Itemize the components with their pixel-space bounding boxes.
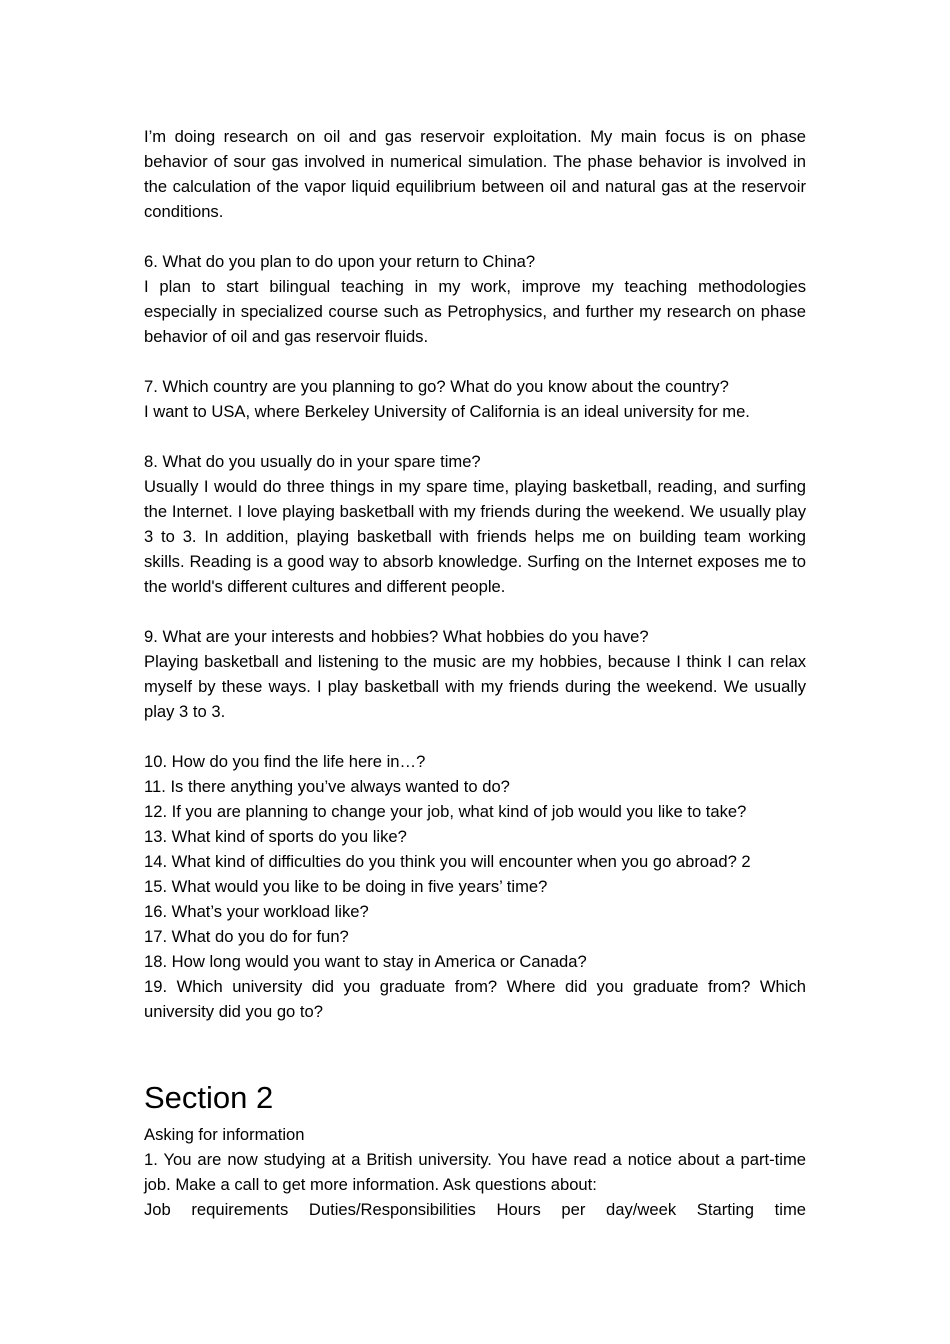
- task-1-topics: Job requirements Duties/Responsibilities Hours per day/week Starting time: [144, 1200, 806, 1219]
- spacer: [144, 724, 806, 749]
- question-list: [144, 749, 806, 974]
- spacer: [144, 1024, 806, 1074]
- question-10: 10. How do you find the life here in…?: [144, 752, 426, 771]
- question-9: 9. What are your interests and hobbies? What hobbies do you have?: [144, 627, 649, 646]
- question-12: 12. If you are planning to change your job, what kind of job would you like to take?: [144, 802, 747, 821]
- answer-6: I plan to start bilingual teaching in my work, improve my teaching methodologies especially in specialized course such as Petrophysics, and further my research on phase behavior of oil and gas reservoir fluids.: [144, 277, 806, 346]
- answer-8: Usually I would do three things in my spare time, playing basketball, reading, and surfing the Internet. I love playing basketball with my friends during the weekend. We usually play 3 to 3. In addition, playing basketball with friends helps me on building team working skills. Reading is a good way to absorb knowledge. Surfing on the Internet exposes me to the world's different cultures and different people.: [144, 477, 806, 596]
- question-17: 17. What do you do for fun?: [144, 927, 349, 946]
- spacer: [144, 349, 806, 374]
- question-19: 19. Which university did you graduate from? Where did you graduate from? Which university did you go to?: [144, 977, 806, 1021]
- spacer: [144, 599, 806, 624]
- spacer: [144, 224, 806, 249]
- section-subheading: Asking for information: [144, 1125, 305, 1144]
- question-18: 18. How long would you want to stay in America or Canada?: [144, 952, 587, 971]
- spacer: [144, 424, 806, 449]
- answer-9: Playing basketball and listening to the music are my hobbies, because I think I can relax myself by these ways. I play basketball with my friends during the weekend. We usually play 3 to 3.: [144, 652, 806, 721]
- question-13: 13. What kind of sports do you like?: [144, 827, 407, 846]
- question-16: 16. What’s your workload like?: [144, 902, 369, 921]
- question-6: 6. What do you plan to do upon your return to China?: [144, 252, 536, 271]
- answer-7: I want to USA, where Berkeley University of California is an ideal university for me.: [144, 402, 750, 421]
- task-1: 1. You are now studying at a British university. You have read a notice about a part-time job. Make a call to get more information. Ask questions about:: [144, 1150, 806, 1194]
- research-paragraph: I’m doing research on oil and gas reservoir exploitation. My main focus is on phase behavior of sour gas involved in numerical simulation. The phase behavior is involved in the calculation of the vapor liquid equilibrium between oil and natural gas at the reservoir conditions.: [144, 127, 806, 221]
- question-7: 7. Which country are you planning to go? What do you know about the country?: [144, 377, 729, 396]
- question-15: 15. What would you like to be doing in five years’ time?: [144, 877, 548, 896]
- section-heading: Section 2: [144, 1080, 274, 1115]
- document-page: [144, 124, 806, 1222]
- question-11: 11. Is there anything you’ve always wanted to do?: [144, 777, 510, 796]
- question-14: 14. What kind of difficulties do you think you will encounter when you go abroad? 2: [144, 852, 751, 871]
- question-8: 8. What do you usually do in your spare time?: [144, 452, 481, 471]
